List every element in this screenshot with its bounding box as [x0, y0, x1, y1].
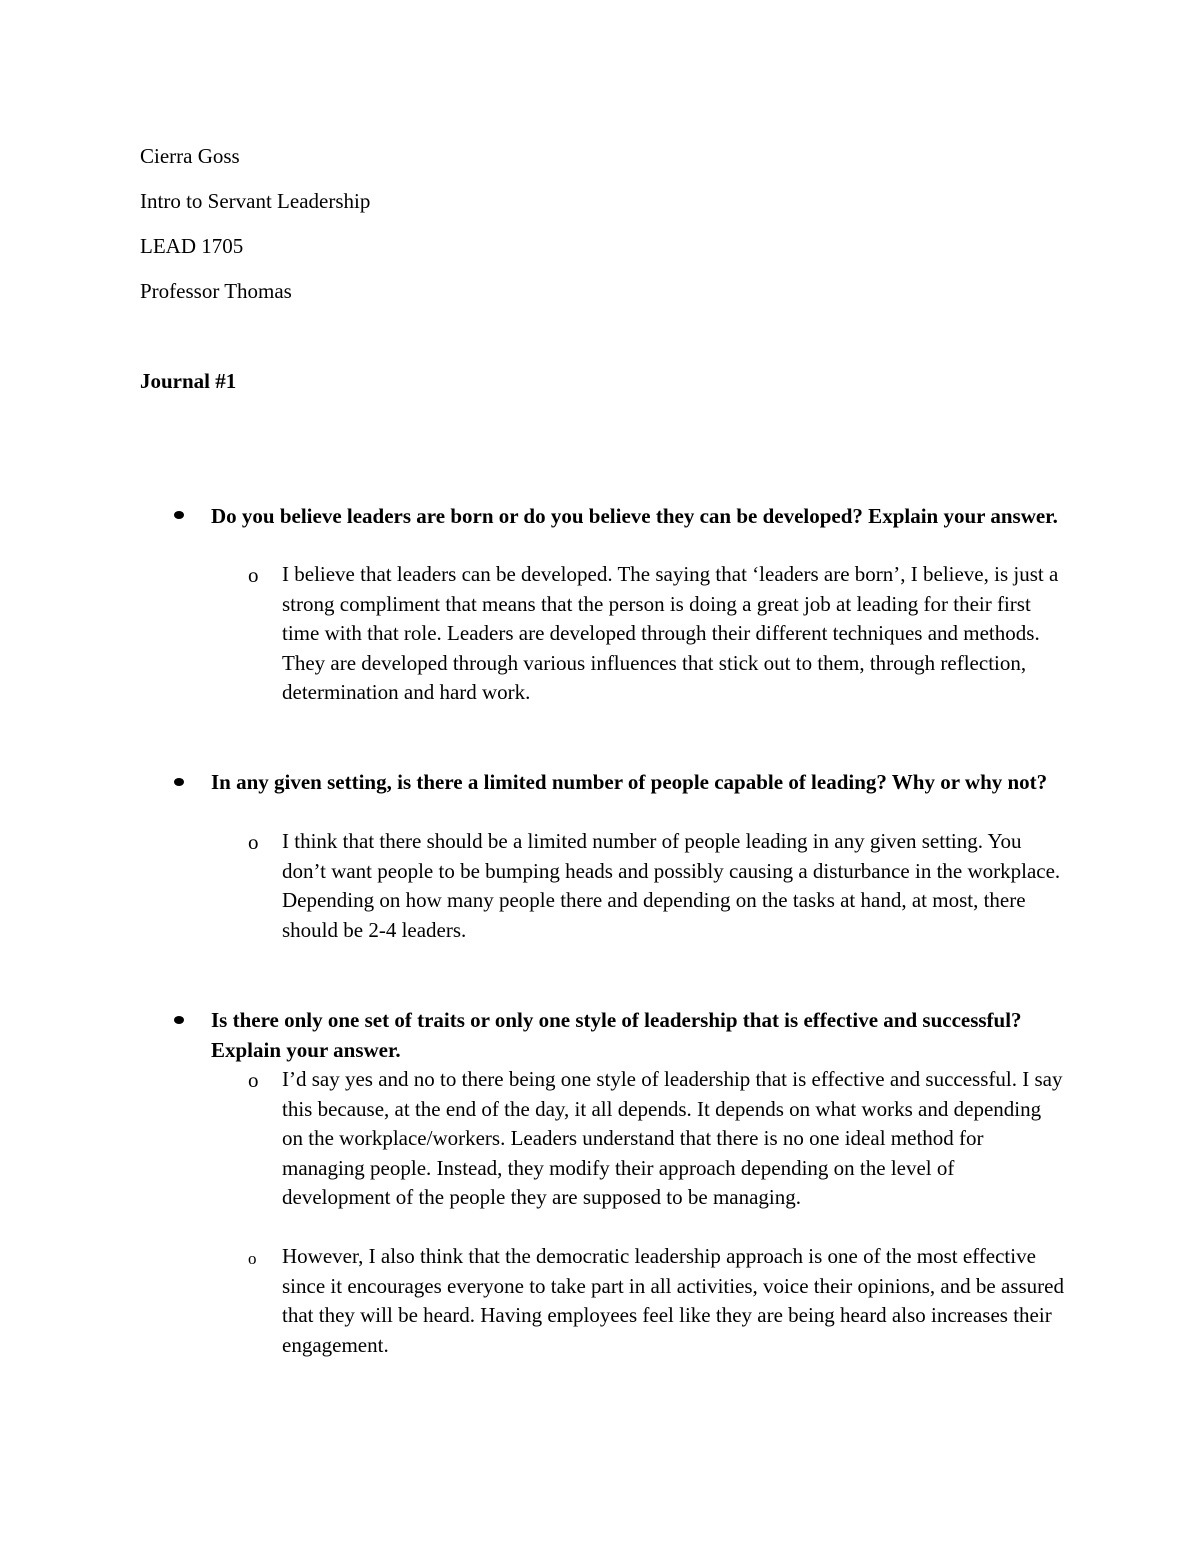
answer-text: I believe that leaders can be developed. The saying that ‘leaders are born’, I believe, is just a strong compliment that means that the person is doing a great job at leading for their first time with that role. Leaders are developed through their different techniques and methods. They are developed through various influences that stick out to them, through reflection, determination and hard work. — [282, 562, 1059, 705]
sub-bullet-marker: o — [248, 1249, 257, 1268]
course-code: LEAD 1705 — [140, 234, 244, 258]
answer-text: I think that there should be a limited number of people leading in any given setting. You don’t want people to be bumping heads and possibly causing a disturbance in the workplace. Depending on how many people there and depending on the tasks at hand, at most, there should be 2-4 leaders. — [282, 829, 1061, 942]
bullet-icon — [174, 511, 184, 519]
course-title: Intro to Servant Leadership — [140, 189, 371, 213]
answer-text: However, I also think that the democratic leadership approach is one of the most effective since it encourages everyone to take part in all activities, voice their opinions, and be assured that they will be heard. Having employees feel like they are being heard also increases their engagement. — [282, 1244, 1064, 1357]
bullet-icon — [174, 778, 184, 786]
sub-bullet-marker: o — [248, 830, 259, 854]
professor-name: Professor Thomas — [140, 279, 292, 303]
journal-title: Journal #1 — [140, 369, 237, 393]
question-text: Do you believe leaders are born or do you believe they can be developed? Explain your answer. — [211, 504, 1058, 528]
question-text: Is there only one set of traits or only one style of leadership that is effective and successful? Explain your answer. — [211, 1008, 1022, 1062]
sub-bullet-marker: o — [248, 1068, 259, 1092]
bullet-icon — [174, 1016, 184, 1024]
question-text: In any given setting, is there a limited number of people capable of leading? Why or why not? — [211, 770, 1048, 794]
student-name: Cierra Goss — [140, 144, 240, 168]
sub-bullet-marker: o — [248, 563, 259, 587]
answer-text: I’d say yes and no to there being one style of leadership that is effective and successful. I say this because, at the end of the day, it all depends. It depends on what works and depending on the workplace/workers. Leaders understand that there is no one ideal method for managing people. Instead, they modify their approach depending on the level of development of the people they are supposed to be managing. — [282, 1067, 1063, 1210]
